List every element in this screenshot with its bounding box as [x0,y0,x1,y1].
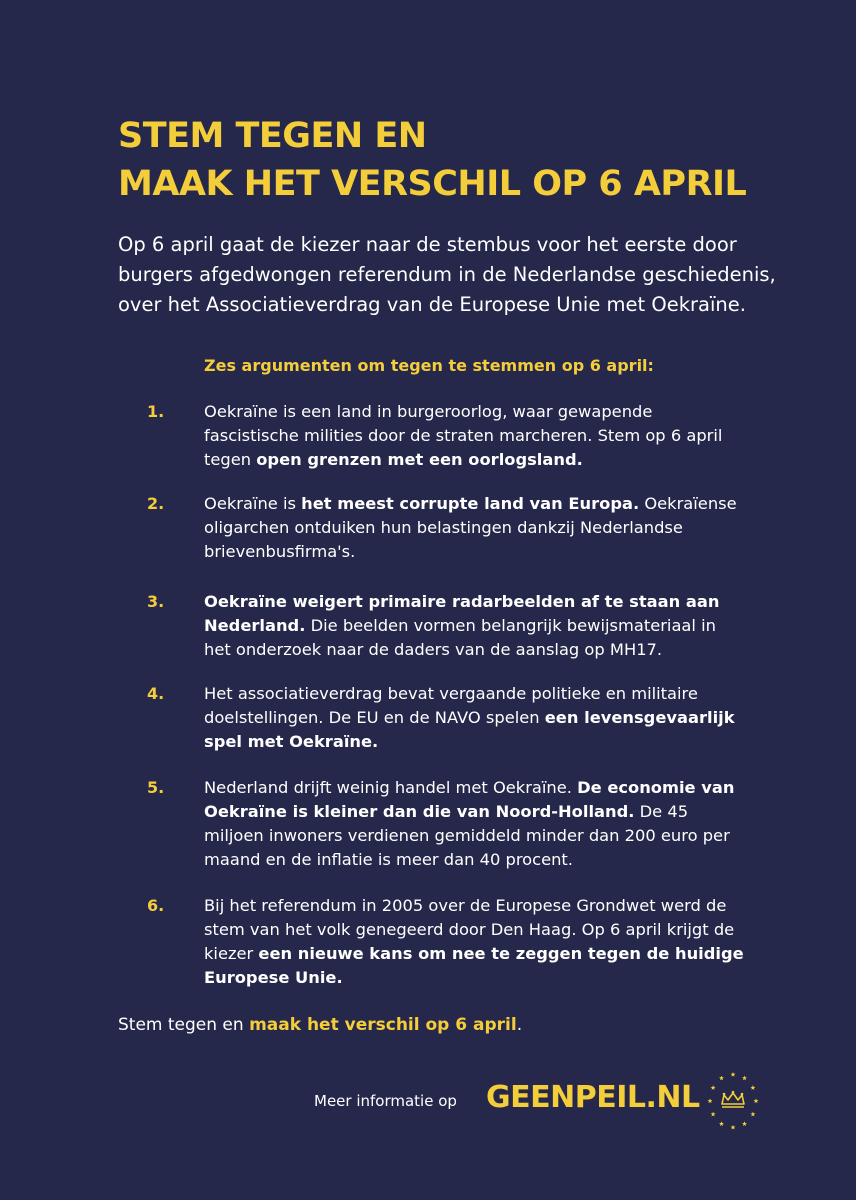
title-line-2: MAAK HET VERSCHIL OP 6 APRIL [118,164,747,204]
star-icon [742,1121,747,1126]
star-icon [708,1098,713,1103]
argument-text-bold: een levensgevaarlijk spel met Oekraïne. [204,708,735,751]
argument-text [204,590,744,662]
closing-line [118,1015,522,1035]
star-icon [750,1085,755,1090]
argument-text [204,400,744,472]
star-icon [719,1075,724,1080]
argument-text-part: Oekraïense oligarchen ontduiken hun belastingen dankzij Nederlandse brievenbusfirma's. [204,494,737,561]
argument-text-part: Oekraïne is [204,494,302,513]
intro-paragraph: Op 6 april gaat de kiezer naar de stembus voor het eerste door burgers afgedwongen referendum in de Nederlandse geschiedenis, over het Associatieverdrag van de Europese Unie met Oekraïne. [118,233,776,316]
star-icon [719,1121,724,1126]
argument-text-part: Het associatieverdrag bevat vergaande politieke en militaire doelstellingen. De EU en de NAVO spelen [204,684,698,727]
argument-text-part: Bij het referendum in 2005 over de Europese Grondwet werd de stem van het volk genegeerd door Den Haag. Op 6 april krijgt de kiezer [204,896,735,963]
star-icon [754,1098,759,1103]
argument-text-part: De 45 miljoen inwoners verdienen gemiddeld minder dan 200 euro per maand en de inflatie is meer dan 40 procent. [204,802,730,869]
argument-text-bold: open grenzen met een oorlogsland. [256,450,583,469]
argument-number: 6. [147,896,165,915]
star-icon [742,1075,747,1080]
argument-text-bold: De economie van Oekraïne is kleiner dan die van Noord-Holland. [204,778,735,821]
argument-number: 4. [147,684,165,703]
argument-text [204,492,744,564]
argument-number: 2. [147,494,165,513]
crown-stars-icon [707,1068,759,1132]
star-icon [731,1125,736,1130]
star-icon [711,1112,716,1117]
argument-text-bold: Oekraïne weigert primaire radarbeelden af te staan aan Nederland. [204,592,720,635]
closing-suffix: . [516,1015,523,1035]
argument-text-part: Oekraïne is een land in burgeroorlog, waar gewapende fascistische milities door de straten marcheren. Stem op 6 april tegen [204,402,723,469]
argument-text-bold: een nieuwe kans om nee te zeggen tegen de huidige Europese Unie. [204,944,744,987]
title-line-1: STEM TEGEN EN [118,116,427,156]
arguments-heading: Zes argumenten om tegen te stemmen op 6 april: [204,356,654,375]
argument-text-part: Nederland drijft weinig handel met Oekraïne. [204,778,578,797]
argument-number: 5. [147,778,165,797]
argument-text [204,776,744,872]
star-icon [711,1085,716,1090]
page-title [118,112,746,208]
argument-text-part: Die beelden vormen belangrijk bewijsmateriaal in het onderzoek naar de daders van de aanslag op MH17. [204,616,716,659]
argument-number: 1. [147,402,165,421]
argument-text-bold: het meest corrupte land van Europa. [301,494,640,513]
brand-link[interactable]: GEENPEIL.NL [486,1080,700,1115]
closing-prefix: Stem tegen en [118,1015,250,1035]
star-icon [750,1112,755,1117]
argument-text [204,682,744,754]
argument-text [204,894,744,990]
closing-highlight: maak het verschil op 6 april [249,1015,517,1035]
argument-number: 3. [147,592,165,611]
star-icon [731,1072,736,1077]
more-info-label: Meer informatie op [314,1092,457,1110]
